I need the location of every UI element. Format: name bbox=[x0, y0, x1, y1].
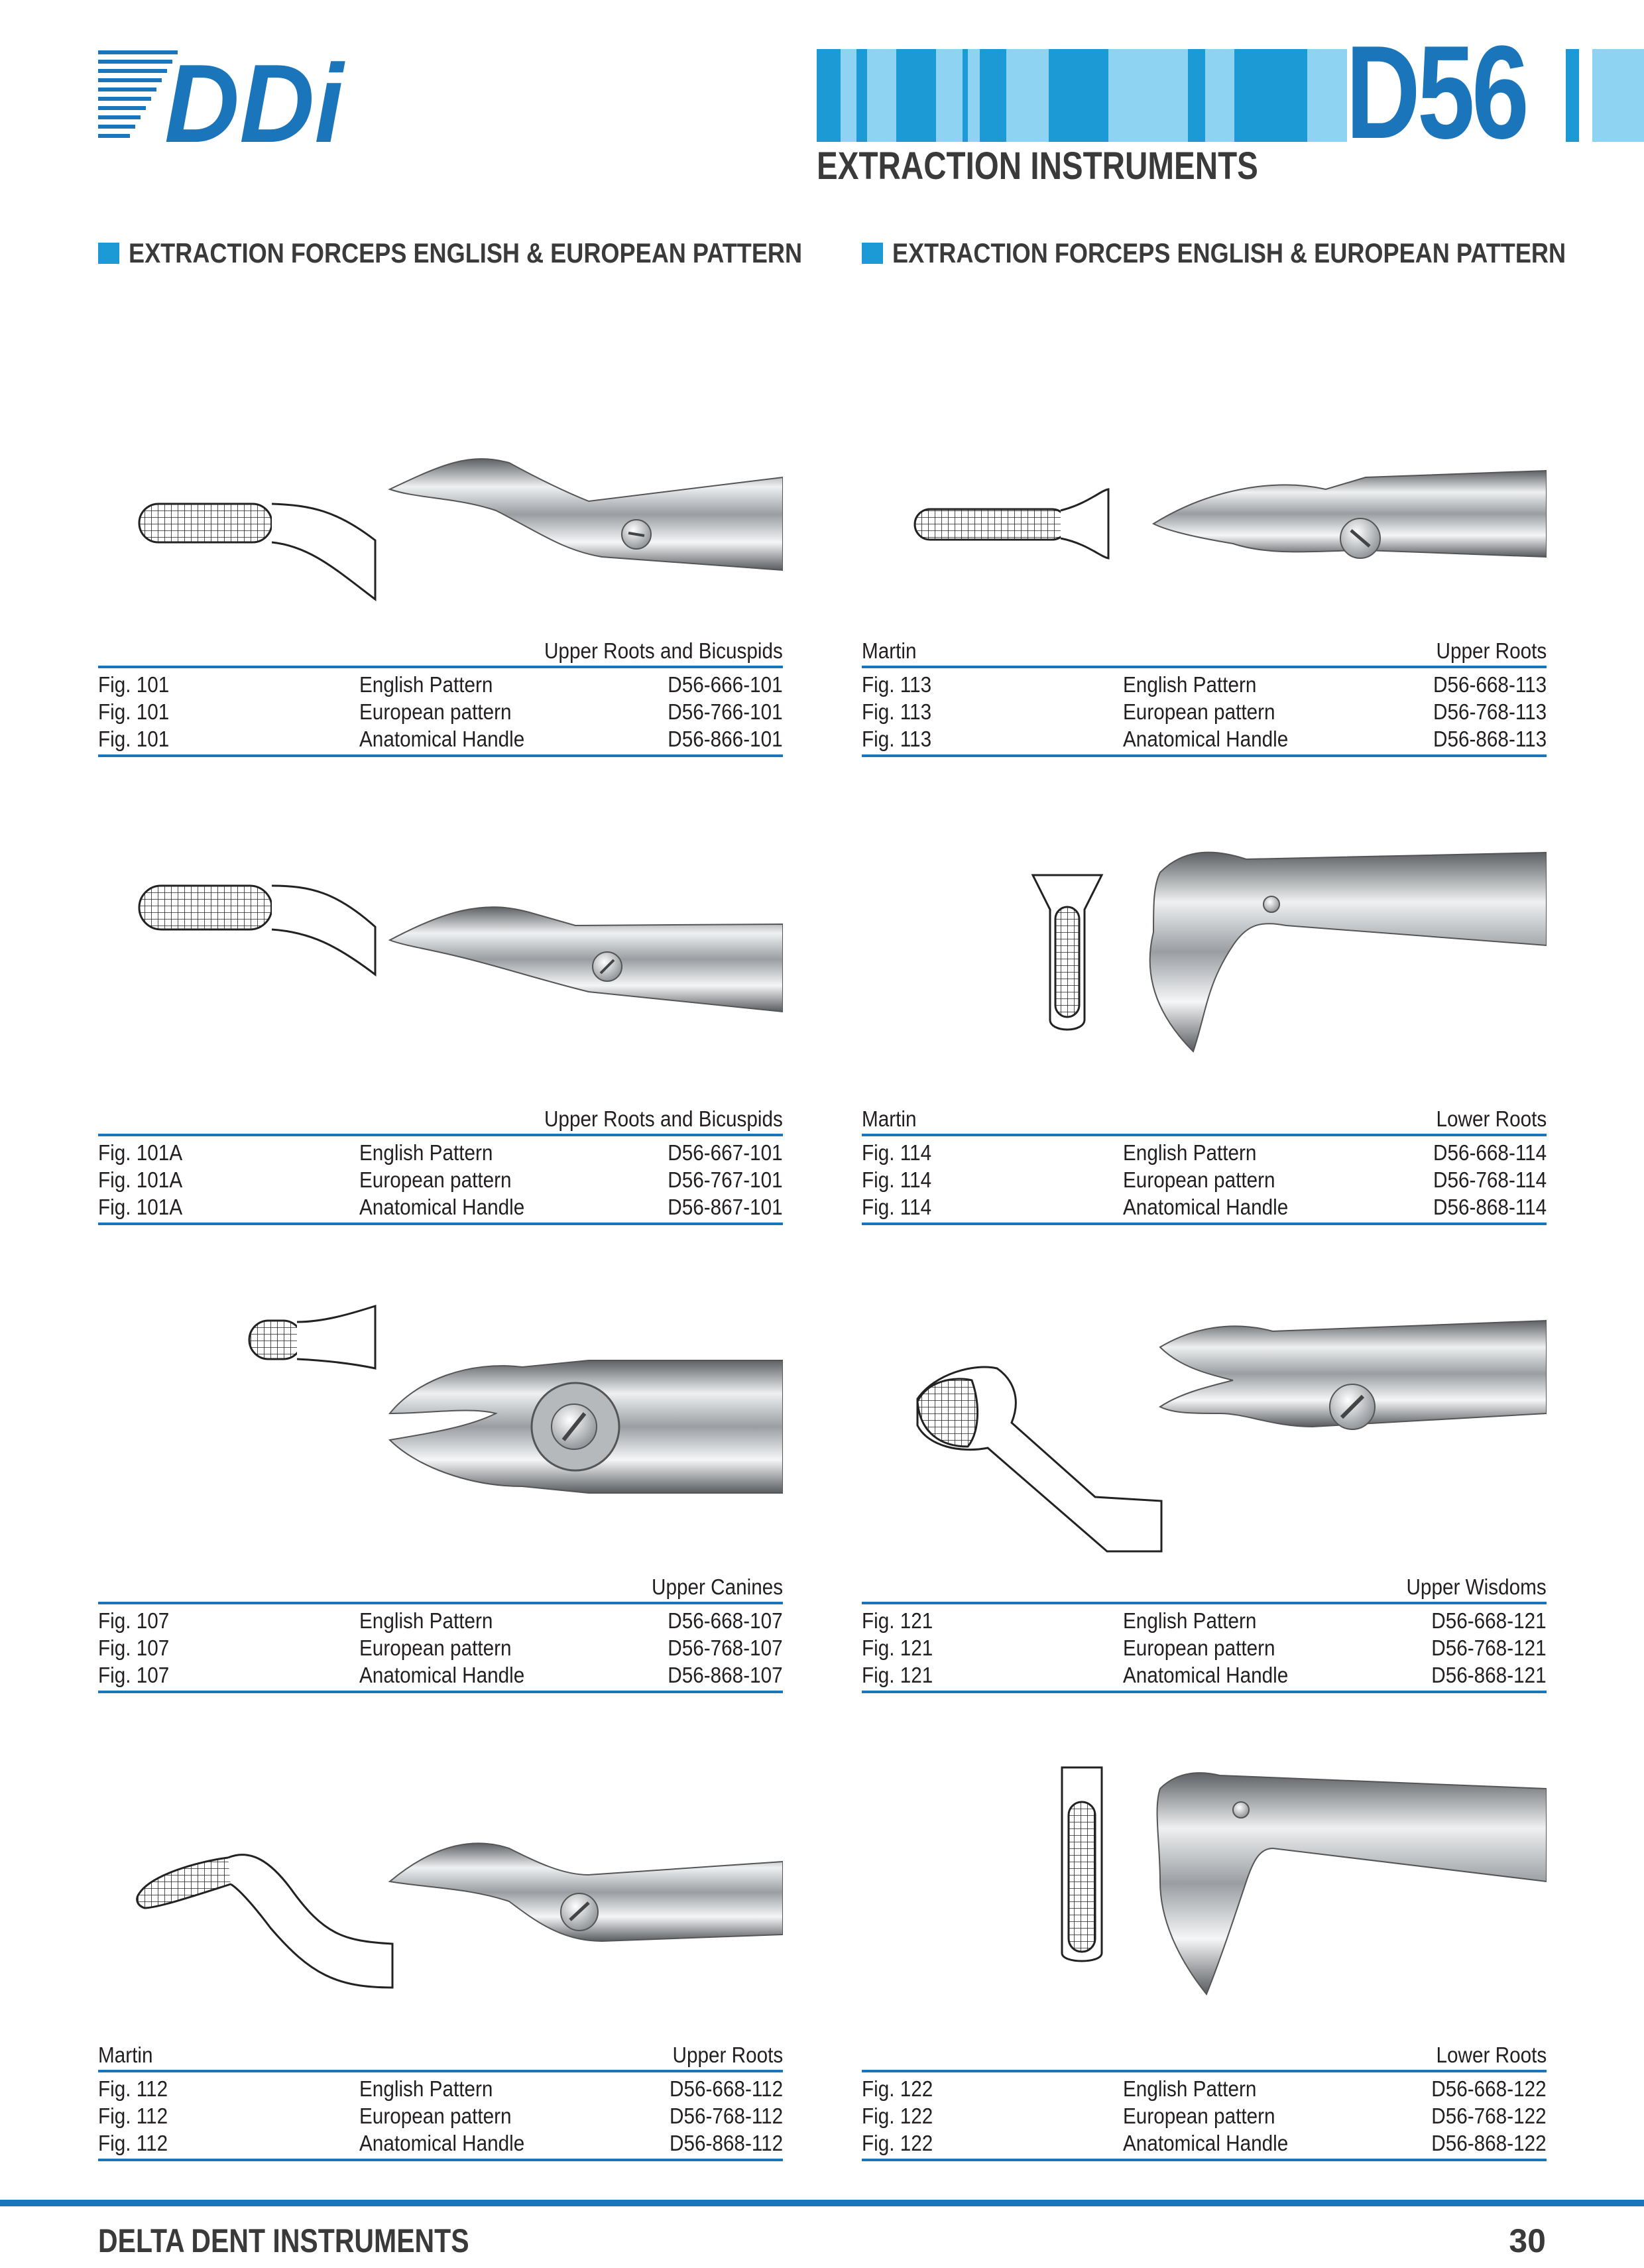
variant-row bbox=[862, 1166, 1547, 1193]
fig-number: Fig. 114 bbox=[862, 1140, 932, 1165]
variant-type: European pattern bbox=[1123, 2104, 1275, 2128]
forceps-photo bbox=[1153, 471, 1547, 558]
series-code: D56 bbox=[1346, 19, 1527, 166]
fig-number: Fig. 114 bbox=[862, 1167, 932, 1192]
variant-list bbox=[862, 1139, 1547, 1221]
variant-type: English Pattern bbox=[359, 1608, 493, 1633]
variant-type: English Pattern bbox=[1123, 672, 1257, 697]
product-description: Upper Canines bbox=[651, 1575, 783, 1599]
article-code: D56-868-107 bbox=[668, 1663, 783, 1687]
product-title-line bbox=[862, 636, 1547, 668]
variant-list bbox=[98, 1607, 783, 1689]
forceps-photo bbox=[1157, 1773, 1547, 1994]
variant-type: European pattern bbox=[359, 1167, 512, 1192]
forceps-photo bbox=[390, 1843, 783, 1941]
section-label: EXTRACTION FORCEPS ENGLISH & EUROPEAN PATTERN bbox=[129, 237, 803, 269]
variant-type: English Pattern bbox=[1123, 2076, 1257, 2101]
fig-number: Fig. 101A bbox=[98, 1140, 183, 1165]
article-code: D56-868-114 bbox=[1433, 1195, 1547, 1219]
forceps-illustration bbox=[862, 278, 1547, 650]
product-card-fig-101 bbox=[98, 278, 783, 751]
product-card-fig-114 bbox=[862, 746, 1547, 1219]
variant-row bbox=[98, 2075, 783, 2102]
variant-type: Anatomical Handle bbox=[359, 1663, 525, 1687]
forceps-photo bbox=[390, 459, 783, 570]
logo-lettering: DDi bbox=[164, 44, 346, 150]
product-title-line bbox=[862, 1104, 1547, 1136]
article-code: D56-766-101 bbox=[668, 699, 783, 724]
product-title-line bbox=[98, 1104, 783, 1136]
product-title-line bbox=[862, 2041, 1547, 2072]
forceps-illustration bbox=[98, 278, 783, 650]
fig-number: Fig. 112 bbox=[98, 2131, 168, 2155]
product-description: Upper Roots and Bicuspids bbox=[544, 638, 783, 663]
product-description: Lower Roots bbox=[1436, 2043, 1547, 2067]
variant-row bbox=[862, 2102, 1547, 2129]
variant-row bbox=[862, 1607, 1547, 1634]
section-bullet-icon bbox=[98, 243, 119, 264]
pattern-name: Martin bbox=[98, 2043, 153, 2067]
forceps-illustration bbox=[98, 1683, 783, 2054]
article-code: D56-868-122 bbox=[1431, 2131, 1547, 2155]
variant-row bbox=[98, 1139, 783, 1166]
variant-row bbox=[862, 1139, 1547, 1166]
ddi-logo bbox=[98, 44, 350, 150]
variant-row bbox=[98, 698, 783, 725]
product-title-line bbox=[98, 1573, 783, 1604]
handle-outline-drawing bbox=[917, 1367, 1161, 1551]
fig-number: Fig. 121 bbox=[862, 1663, 933, 1687]
handle-outline-drawing bbox=[139, 504, 375, 599]
variant-type: Anatomical Handle bbox=[359, 727, 525, 751]
article-code: D56-668-112 bbox=[669, 2076, 783, 2101]
handle-outline-drawing bbox=[137, 1855, 392, 1988]
fig-number: Fig. 112 bbox=[98, 2076, 168, 2101]
forceps-photo bbox=[390, 907, 783, 1012]
article-code: D56-668-114 bbox=[1433, 1140, 1547, 1165]
section-label: EXTRACTION FORCEPS ENGLISH & EUROPEAN PATTERN bbox=[892, 237, 1566, 269]
product-description: Upper Roots bbox=[672, 2043, 783, 2067]
article-code: D56-868-113 bbox=[1433, 727, 1547, 751]
fig-number: Fig. 112 bbox=[98, 2104, 168, 2128]
category-title: EXTRACTION INSTRUMENTS bbox=[817, 145, 1258, 188]
handle-outline-drawing bbox=[139, 886, 375, 975]
article-code: D56-867-101 bbox=[668, 1195, 783, 1219]
variant-type: English Pattern bbox=[359, 2076, 493, 2101]
variant-type: European pattern bbox=[359, 2104, 512, 2128]
article-code: D56-868-112 bbox=[669, 2131, 783, 2155]
section-bullet-icon bbox=[862, 243, 883, 264]
fig-number: Fig. 113 bbox=[862, 727, 932, 751]
variant-list bbox=[98, 1139, 783, 1221]
article-code: D56-668-122 bbox=[1431, 2076, 1547, 2101]
fig-number: Fig. 113 bbox=[862, 672, 932, 697]
forceps-illustration bbox=[862, 1683, 1547, 2054]
forceps-illustration bbox=[862, 1215, 1547, 1586]
variant-row bbox=[862, 698, 1547, 725]
forceps-illustration bbox=[98, 1215, 783, 1586]
variant-list bbox=[98, 2075, 783, 2157]
pattern-name: Martin bbox=[862, 1106, 917, 1131]
variant-type: Anatomical Handle bbox=[359, 2131, 525, 2155]
handle-outline-drawing bbox=[1033, 875, 1102, 1030]
fig-number: Fig. 107 bbox=[98, 1608, 170, 1633]
variant-list bbox=[98, 671, 783, 752]
variant-row bbox=[862, 2075, 1547, 2102]
product-card-fig-121 bbox=[862, 1215, 1547, 1687]
article-code: D56-668-107 bbox=[668, 1608, 783, 1633]
product-description: Lower Roots bbox=[1436, 1106, 1547, 1131]
article-code: D56-866-101 bbox=[668, 727, 783, 751]
fig-number: Fig. 122 bbox=[862, 2131, 933, 2155]
fig-number: Fig. 101 bbox=[98, 699, 170, 724]
variant-type: Anatomical Handle bbox=[1123, 727, 1289, 751]
product-card-fig-101a bbox=[98, 746, 783, 1219]
article-code: D56-768-122 bbox=[1431, 2104, 1547, 2128]
variant-row bbox=[98, 1634, 783, 1661]
fig-number: Fig. 121 bbox=[862, 1636, 933, 1660]
fig-number: Fig. 122 bbox=[862, 2104, 933, 2128]
variant-list bbox=[862, 1607, 1547, 1689]
handle-outline-drawing bbox=[249, 1306, 375, 1368]
variant-row bbox=[862, 2129, 1547, 2157]
article-code: D56-768-107 bbox=[668, 1636, 783, 1660]
variant-type: Anatomical Handle bbox=[1123, 1663, 1289, 1687]
variant-row bbox=[98, 1607, 783, 1634]
forceps-photo bbox=[390, 1360, 783, 1493]
article-code: D56-666-101 bbox=[668, 672, 783, 697]
product-description: Upper Wisdoms bbox=[1406, 1575, 1547, 1599]
variant-type: Anatomical Handle bbox=[359, 1195, 525, 1219]
article-code: D56-868-121 bbox=[1431, 1663, 1547, 1687]
variant-type: European pattern bbox=[359, 1636, 512, 1660]
product-card-fig-112 bbox=[98, 1683, 783, 2155]
fig-number: Fig. 121 bbox=[862, 1608, 933, 1633]
forceps-photo bbox=[1160, 1321, 1547, 1429]
fig-number: Fig. 107 bbox=[98, 1663, 170, 1687]
article-code: D56-767-101 bbox=[668, 1167, 783, 1192]
card-end-rule bbox=[98, 2159, 783, 2161]
article-code: D56-668-113 bbox=[1433, 672, 1547, 697]
article-code: D56-768-114 bbox=[1433, 1167, 1547, 1192]
variant-type: English Pattern bbox=[359, 1140, 493, 1165]
fig-number: Fig. 101A bbox=[98, 1167, 183, 1192]
product-card-fig-107 bbox=[98, 1215, 783, 1687]
handle-outline-drawing bbox=[1062, 1767, 1102, 1961]
page-number: 30 bbox=[1509, 2222, 1546, 2259]
variant-type: Anatomical Handle bbox=[1123, 1195, 1289, 1219]
handle-outline-drawing bbox=[915, 489, 1108, 558]
variant-row bbox=[862, 1634, 1547, 1661]
fig-number: Fig. 114 bbox=[862, 1195, 932, 1219]
pattern-name: Martin bbox=[862, 638, 917, 663]
variant-type: Anatomical Handle bbox=[1123, 2131, 1289, 2155]
fig-number: Fig. 101A bbox=[98, 1195, 183, 1219]
forceps-illustration bbox=[862, 746, 1547, 1118]
fig-number: Fig. 101 bbox=[98, 727, 170, 751]
variant-list bbox=[862, 671, 1547, 752]
product-title-line bbox=[98, 2041, 783, 2072]
article-code: D56-768-121 bbox=[1431, 1636, 1547, 1660]
variant-row bbox=[98, 1166, 783, 1193]
product-card-fig-122 bbox=[862, 1683, 1547, 2155]
variant-type: European pattern bbox=[1123, 1167, 1275, 1192]
article-code: D56-668-121 bbox=[1431, 1608, 1547, 1633]
variant-type: English Pattern bbox=[1123, 1140, 1257, 1165]
article-code: D56-768-113 bbox=[1433, 699, 1547, 724]
article-code: D56-768-112 bbox=[669, 2104, 783, 2128]
variant-row bbox=[862, 671, 1547, 698]
variant-type: European pattern bbox=[1123, 699, 1275, 724]
fig-number: Fig. 101 bbox=[98, 672, 170, 697]
product-description: Upper Roots bbox=[1436, 638, 1547, 663]
variant-row bbox=[98, 671, 783, 698]
footer-company-name: DELTA DENT INSTRUMENTS bbox=[98, 2222, 469, 2259]
product-title-line bbox=[98, 636, 783, 668]
variant-list bbox=[862, 2075, 1547, 2157]
variant-row bbox=[98, 2102, 783, 2129]
forceps-photo bbox=[1150, 853, 1547, 1051]
footer-rule bbox=[0, 2200, 1644, 2206]
article-code: D56-667-101 bbox=[668, 1140, 783, 1165]
variant-row bbox=[98, 2129, 783, 2157]
card-end-rule bbox=[862, 2159, 1547, 2161]
product-card-fig-113 bbox=[862, 278, 1547, 751]
product-title-line bbox=[862, 1573, 1547, 1604]
fig-number: Fig. 122 bbox=[862, 2076, 933, 2101]
variant-type: English Pattern bbox=[359, 672, 493, 697]
variant-type: European pattern bbox=[359, 699, 512, 724]
product-description: Upper Roots and Bicuspids bbox=[544, 1106, 783, 1131]
variant-type: English Pattern bbox=[1123, 1608, 1257, 1633]
fig-number: Fig. 107 bbox=[98, 1636, 170, 1660]
fig-number: Fig. 113 bbox=[862, 699, 932, 724]
variant-type: European pattern bbox=[1123, 1636, 1275, 1660]
forceps-illustration bbox=[98, 746, 783, 1118]
